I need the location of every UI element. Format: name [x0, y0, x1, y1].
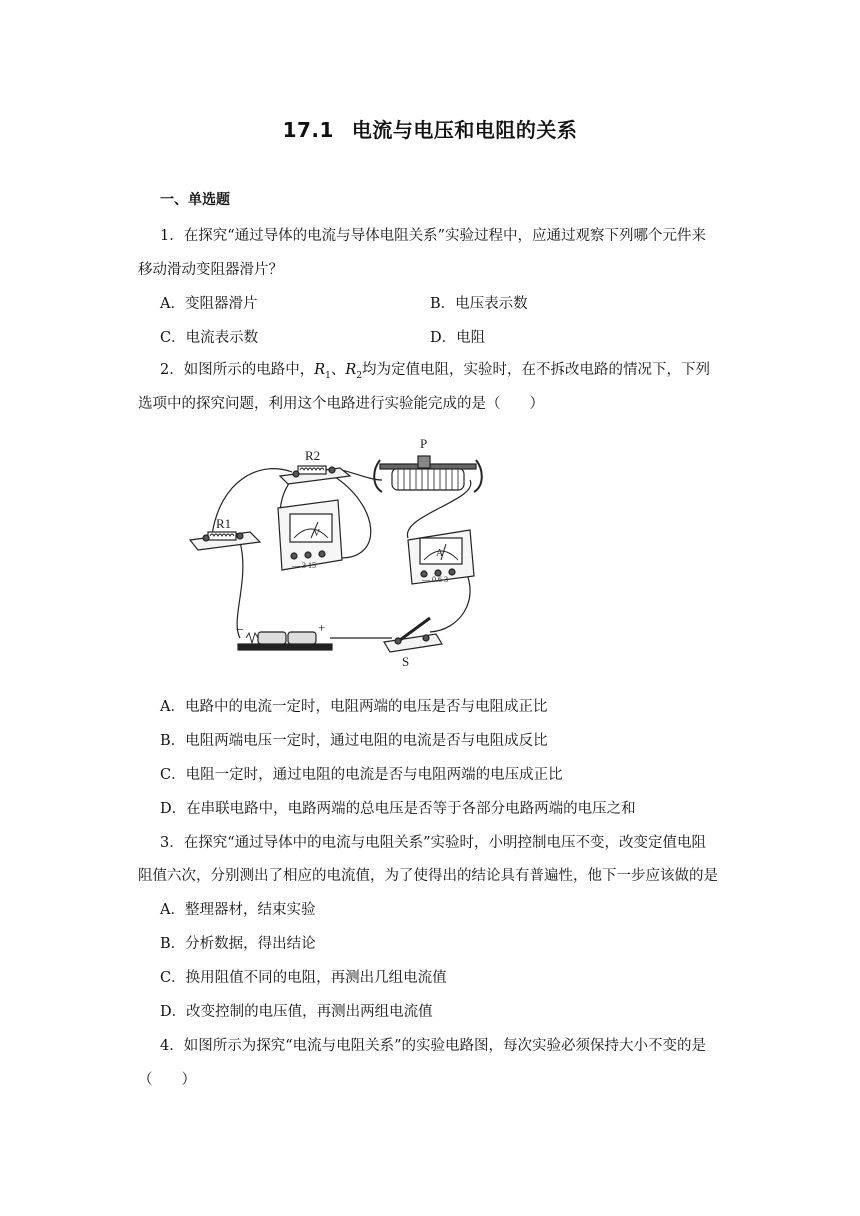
- q2-stem-part1: 2．如图所示的电路中，: [160, 362, 315, 378]
- q2-r1-symbol: R: [314, 362, 326, 378]
- title-text: 电流与电压和电阻的关系: [351, 118, 578, 142]
- q1-stem-line2: 移动滑动变阻器滑片？: [138, 262, 283, 278]
- q1-option-d: D．电阻: [430, 330, 486, 346]
- q4-stem-line1: 4．如图所示为探究“电流与电阻关系”的实验电路图，每次实验必须保持大小不变的是: [160, 1038, 707, 1054]
- q2-stem-line2: 选项中的探究问题，利用这个电路进行实验能完成的是（ ）: [138, 396, 544, 412]
- sliding-rheostat: [374, 456, 482, 492]
- circuit-diagram-figure: [180, 420, 510, 670]
- q1-option-a: A．变阻器滑片: [160, 296, 258, 312]
- q2-stem-line1: [160, 360, 710, 386]
- q3-option-d: D．改变控制的电压值，再测出两组电流值: [160, 1004, 433, 1020]
- ammeter-scale: — 0.6 3: [422, 575, 448, 584]
- label-minus: −: [236, 623, 244, 638]
- q2-option-c: C．电阻一定时，通过电阻的电流是否与电阻两端的电压成正比: [160, 767, 563, 783]
- q3-option-c: C．换用阻值不同的电阻，再测出几组电流值: [160, 970, 447, 986]
- page-title: [0, 114, 860, 143]
- q2-r1-subscript: 1: [325, 370, 331, 381]
- q2-r2-symbol: R: [345, 362, 357, 378]
- resistor-r2: [280, 466, 350, 484]
- q1-stem-line1: 1．在探究“通过导体的电流与导体电阻关系”实验过程中，应通过观察下列哪个元件来: [160, 228, 707, 244]
- q1-option-c: C．电流表示数: [160, 330, 259, 346]
- label-r1: R1: [216, 516, 232, 531]
- q2-option-d: D．在串联电路中，电路两端的总电压是否等于各部分电路两端的电压之和: [160, 801, 636, 817]
- q3-option-b: B．分析数据，得出结论: [160, 936, 316, 952]
- q2-r2-subscript: 2: [356, 370, 363, 381]
- knife-switch: [384, 618, 442, 652]
- q2-option-b: B．电阻两端电压一定时，通过电阻的电流是否与电阻成反比: [160, 733, 548, 749]
- q1-option-b: B．电压表示数: [430, 296, 528, 312]
- q2-separator: 、: [330, 362, 346, 378]
- label-s: S: [402, 654, 410, 669]
- label-plus: +: [318, 620, 326, 635]
- voltmeter: [278, 500, 342, 570]
- label-a: A: [436, 548, 444, 559]
- label-p: P: [420, 436, 428, 451]
- q3-stem-line2: 阻值六次，分别测出了相应的电流值，为了使得出的结论具有普遍性，他下一步应该做的是: [138, 868, 718, 884]
- q2-stem-part2: 均为定值电阻，实验时，在不拆改电路的情况下，下列: [362, 362, 711, 378]
- section-heading: 一、单选题: [160, 192, 230, 208]
- title-number: 17.1: [282, 118, 334, 142]
- voltmeter-scale: — 3 15: [292, 561, 316, 570]
- label-v: V: [313, 528, 321, 539]
- label-r2: R2: [305, 448, 321, 463]
- resistor-r1: [190, 532, 260, 550]
- q2-option-a: A．电路中的电流一定时，电阻两端的电压是否与电阻成正比: [160, 699, 548, 715]
- q4-stem-line2: （ ）: [138, 1072, 196, 1088]
- q3-stem-line1: 3．在探究“通过导体中的电流与电阻关系”实验时，小明控制电压不变，改变定值电阻: [160, 835, 707, 851]
- q3-option-a: A．整理器材，结束实验: [160, 902, 316, 918]
